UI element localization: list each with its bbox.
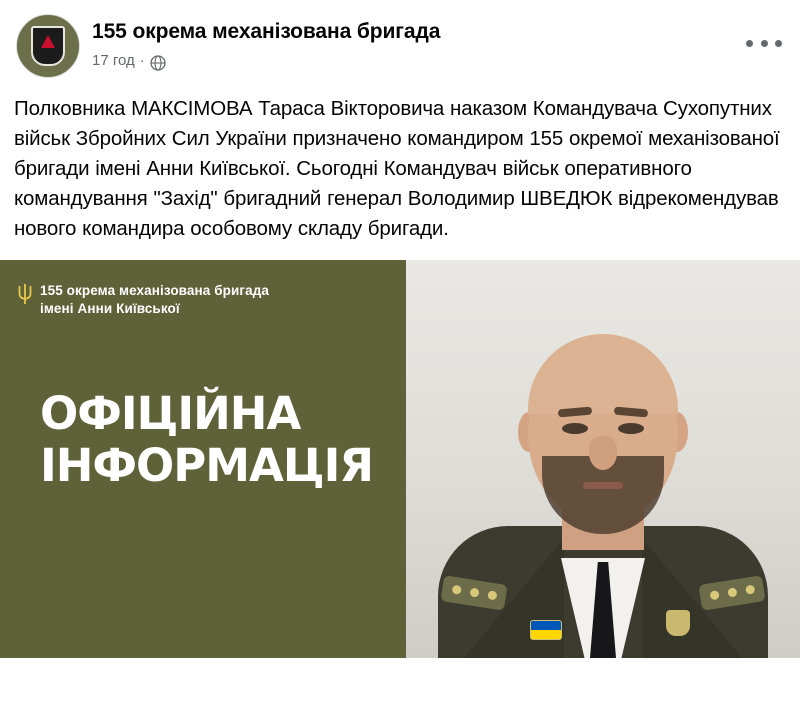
portrait-scalp: [528, 334, 678, 414]
ukraine-flag-badge-icon: [530, 620, 562, 640]
attachment-headline-line2: ІНФОРМАЦІЯ: [40, 439, 374, 492]
epaulette-star: [452, 585, 462, 595]
post-header: [0, 0, 800, 84]
brigade-emblem-avatar-icon: [31, 26, 65, 66]
attachment-headline: [40, 388, 373, 492]
post-body-text: Полковника МАКСІМОВА Тараса Вікторовича наказом Командувача Сухопутних військ Збройних Сил України призначено командиром 155 окремої механізованої бригади імені Анни Київської. Сьогодні Командувач військ оперативного командування "Захід" бригадний генерал Володимир ШВЕДЮК відрекомендував нового командира особовому складу бригади.: [14, 97, 780, 240]
more-dot: [775, 40, 782, 47]
more-dot: [761, 40, 768, 47]
epaulette-star: [745, 584, 755, 594]
post-meta: [92, 52, 784, 70]
attachment-brand-line2: імені Анни Київської: [40, 301, 180, 316]
attachment-portrait-panel: [406, 260, 800, 658]
page-title[interactable]: 155 окрема механізована бригада: [92, 20, 441, 43]
portrait-nose: [589, 436, 617, 470]
post-header-text: [92, 14, 784, 70]
attachment-brand: [18, 282, 269, 318]
epaulette-star: [727, 587, 737, 597]
epaulette-star: [487, 590, 497, 600]
avatar[interactable]: [16, 14, 80, 78]
portrait-eye-left: [562, 423, 588, 434]
attachment-brand-text: [40, 282, 269, 318]
attachment-graphic-panel: [0, 260, 406, 658]
globe-icon: [150, 55, 166, 71]
meta-separator: ·: [139, 52, 145, 69]
post-attachment-image[interactable]: [0, 260, 800, 658]
portrait-eye-right: [618, 423, 644, 434]
epaulette-star: [469, 587, 479, 597]
portrait-mouth: [583, 482, 623, 489]
trident-icon: [18, 283, 32, 305]
uniform-emblem-icon: [666, 610, 690, 636]
more-options-icon[interactable]: [746, 32, 782, 54]
attachment-headline-line1: ОФІЦІЙНА: [40, 387, 301, 440]
post-timestamp[interactable]: 17 год: [92, 52, 135, 69]
epaulette-star: [709, 590, 719, 600]
more-dot: [746, 40, 753, 47]
attachment-brand-line1: 155 окрема механізована бригада: [40, 283, 270, 298]
